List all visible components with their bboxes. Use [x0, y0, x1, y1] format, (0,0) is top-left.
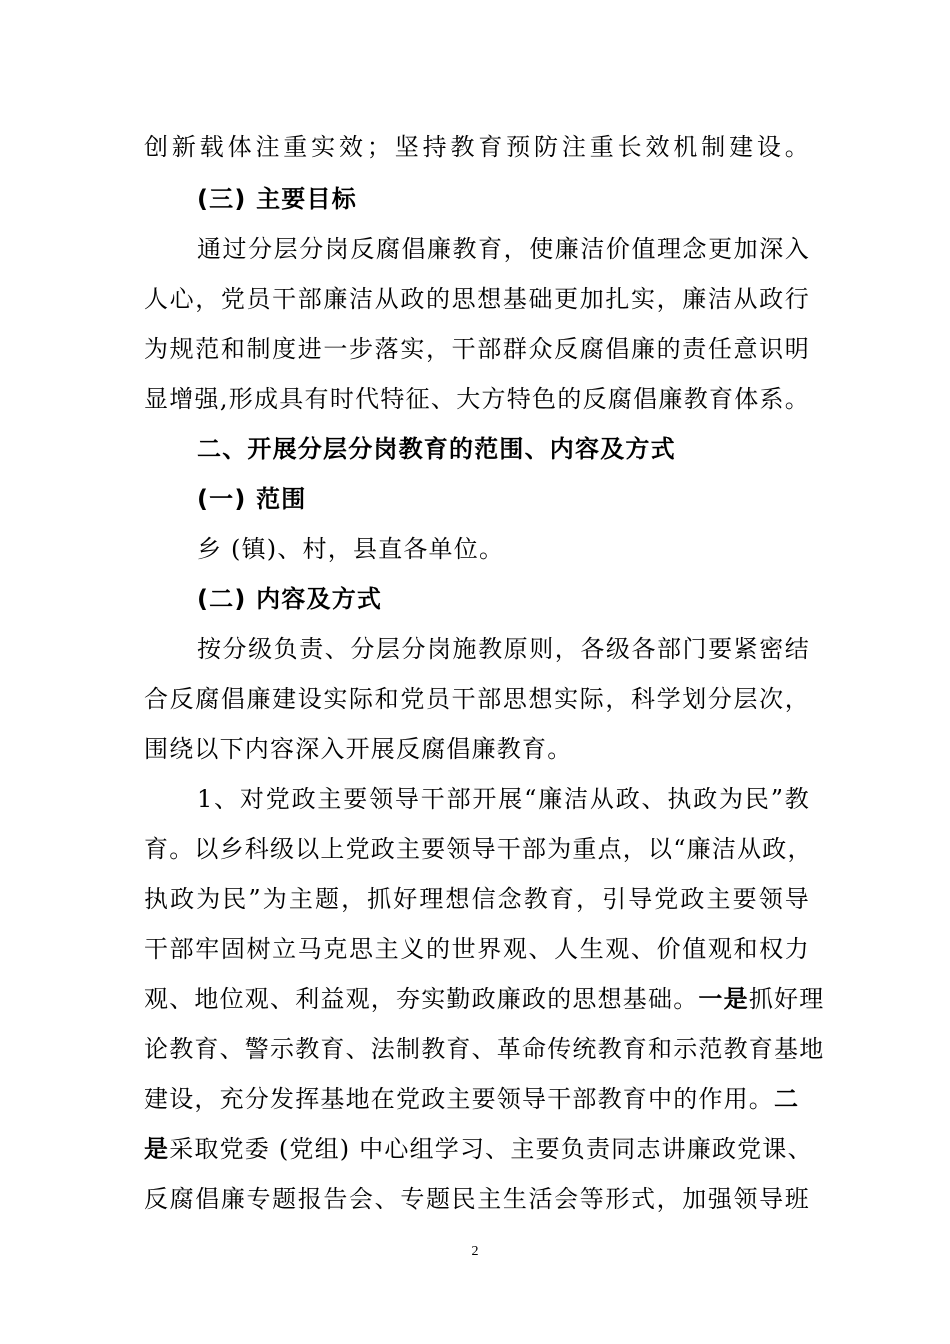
paragraph-line — [144, 1132, 813, 1166]
paragraph-line: 通过分层分岗反腐倡廉教育，使廉洁价值理念更加深入 — [197, 235, 810, 263]
emphasis-second-part2: 是 — [144, 1135, 170, 1163]
paragraph-line: 合反腐倡廉建设实际和党员干部思想实际，科学划分层次， — [144, 685, 810, 713]
text-run: 观、地位观、利益观，夯实勤政廉政的思想基础。 — [144, 985, 699, 1013]
paragraph-line: 1、对党政主要领导干部开展“廉洁从政、执政为民”教 — [197, 785, 810, 813]
paragraph-line — [144, 982, 825, 1016]
text-run: 建设，充分发挥基地在党政主要领导干部教育中的作用。 — [144, 1085, 774, 1113]
chapter-heading: 二、开展分层分岗教育的范围、内容及方式 — [197, 435, 676, 463]
text-run: 抓好理 — [748, 985, 825, 1013]
paragraph-line: 显增强,形成具有时代特征、大方特色的反腐倡廉教育体系。 — [144, 385, 810, 413]
paragraph-line: 育。以乡科级以上党政主要领导干部为重点，以“廉洁从政， — [144, 835, 813, 863]
text-run: 采取党委 (党组) 中心组学习、主要负责同志讲廉政党课、 — [169, 1135, 813, 1163]
paragraph-line: 干部牢固树立马克思主义的世界观、人生观、价值观和权力 — [144, 935, 810, 963]
paragraph-line: 为规范和制度进一步落实，干部群众反腐倡廉的责任意识明 — [144, 335, 810, 363]
emphasis-first: 一是 — [698, 985, 749, 1013]
emphasis-second-part1: 二 — [774, 1085, 800, 1113]
paragraph-line: 乡 (镇)、村，县直各单位。 — [197, 535, 505, 563]
paragraph-line: 围绕以下内容深入开展反腐倡廉教育。 — [144, 735, 573, 763]
page-number: 2 — [471, 1244, 479, 1259]
paragraph-line: 按分级负责、分层分岗施教原则，各级各部门要紧密结 — [197, 635, 810, 663]
paragraph-line: 创新载体注重实效；坚持教育预防注重长效机制建设。 — [144, 133, 810, 161]
section-heading-main-goals: (三) 主要目标 — [197, 185, 357, 213]
paragraph-line: 论教育、警示教育、法制教育、革命传统教育和示范教育基地 — [144, 1035, 825, 1063]
paragraph-line: 执政为民”为主题，抓好理想信念教育，引导党政主要领导 — [144, 885, 810, 913]
paragraph-line — [144, 1082, 810, 1116]
section-heading-scope: (一) 范围 — [197, 485, 307, 513]
paragraph-line: 人心，党员干部廉洁从政的思想基础更加扎实，廉洁从政行 — [144, 285, 810, 313]
paragraph-line: 反腐倡廉专题报告会、专题民主生活会等形式，加强领导班 — [144, 1185, 810, 1213]
section-heading-content-methods: (二) 内容及方式 — [197, 585, 383, 613]
